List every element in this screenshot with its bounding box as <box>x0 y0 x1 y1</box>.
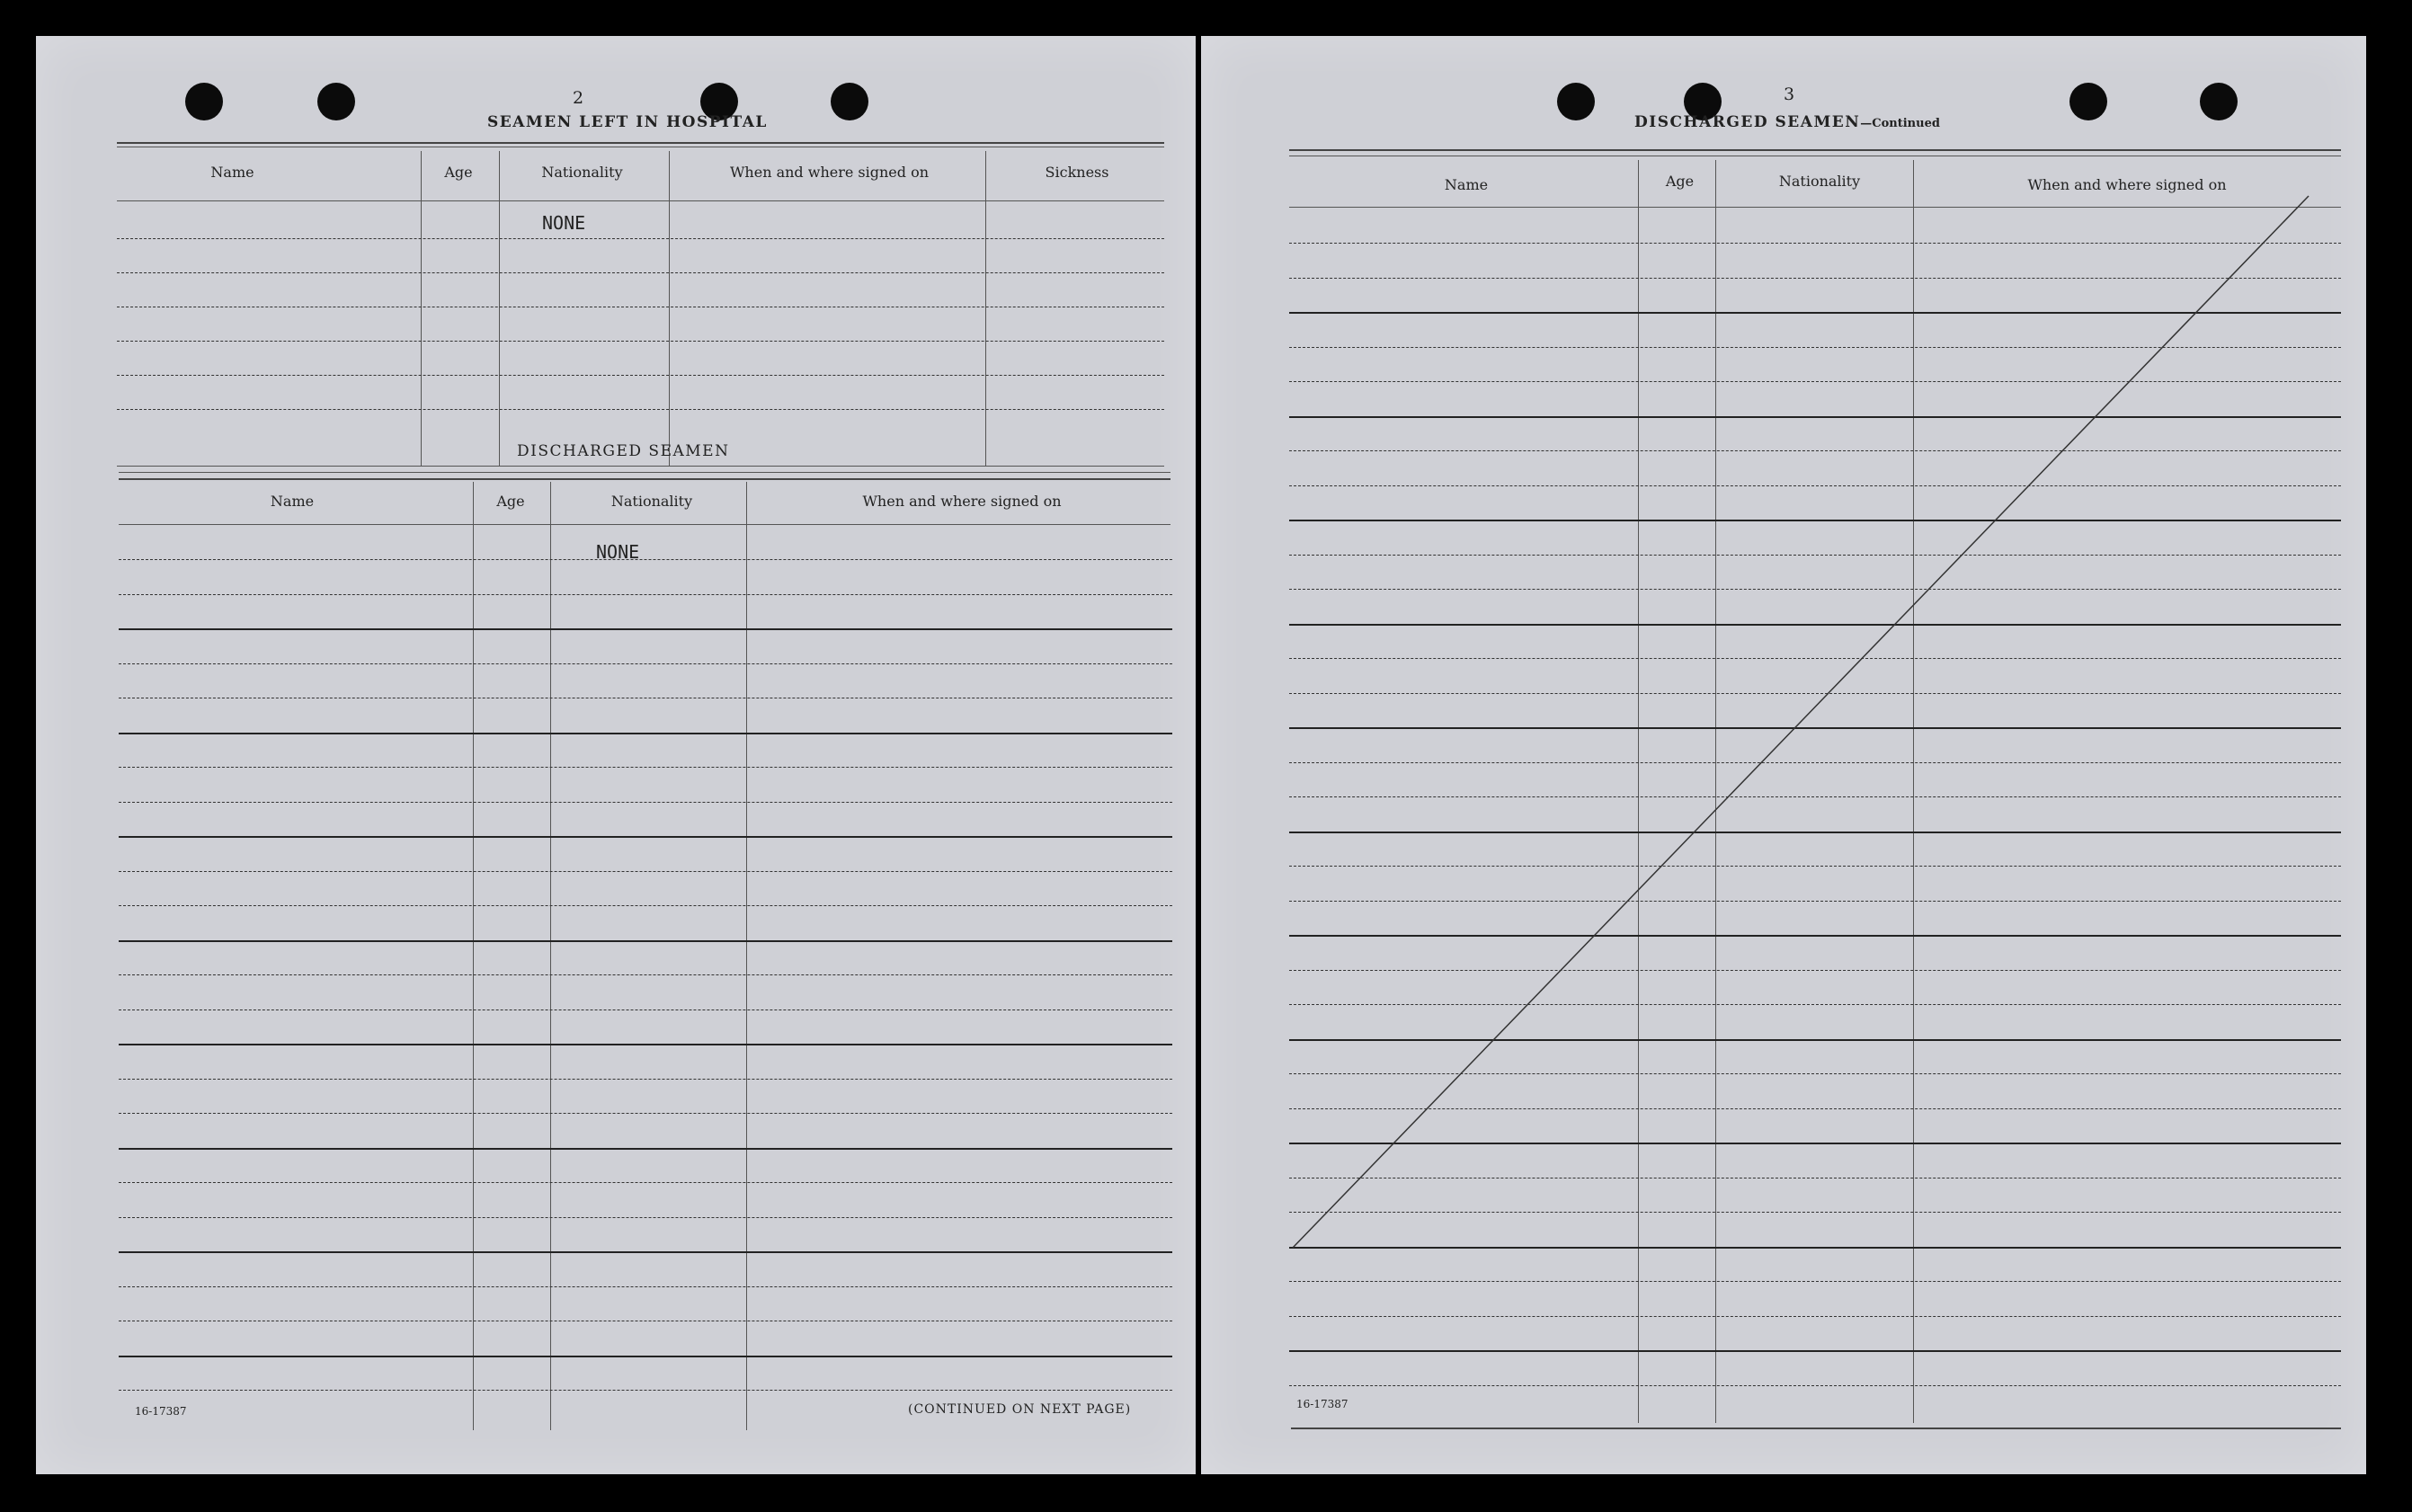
column-divider <box>499 151 500 466</box>
cancel-slash-line <box>1201 36 2366 1474</box>
ruled-line <box>119 767 1172 768</box>
hospital-section-title: SEAMEN LEFT IN HOSPITAL <box>487 113 768 131</box>
section-rule <box>119 478 1170 480</box>
column-divider <box>985 151 986 466</box>
column-divider <box>421 151 422 466</box>
ruled-line <box>119 1251 1172 1253</box>
continued-header-name: Name <box>1444 176 1489 193</box>
ruled-line <box>117 272 1164 273</box>
ruled-line <box>119 1356 1172 1357</box>
bottom-rule <box>1291 1428 2341 1429</box>
hospital-header-signed-on: When and where signed on <box>729 164 930 181</box>
ruled-line <box>119 1044 1172 1045</box>
ruled-line <box>119 836 1172 838</box>
discharged-header-nationality: Nationality <box>610 493 693 510</box>
page-number: 3 <box>1784 84 1795 104</box>
punch-hole <box>317 83 355 120</box>
ruled-line <box>117 238 1164 239</box>
ruled-line <box>119 628 1172 630</box>
ruled-line <box>119 1009 1172 1010</box>
section-rule <box>117 466 1164 467</box>
ruled-line <box>119 733 1172 734</box>
continued-note: (CONTINUED ON NEXT PAGE) <box>908 1402 1132 1417</box>
top-rule <box>117 142 1164 144</box>
hospital-entry: NONE <box>542 212 586 234</box>
ruled-line <box>119 1148 1172 1150</box>
punch-hole <box>185 83 223 120</box>
discharged-section-title: DISCHARGED SEAMEN <box>517 442 730 460</box>
diagonal-slash <box>1293 196 2309 1248</box>
form-number: 16-17387 <box>135 1405 187 1418</box>
ruled-line <box>119 559 1172 560</box>
ruled-line <box>119 871 1172 872</box>
ruled-line <box>117 375 1164 376</box>
column-divider <box>550 482 551 1430</box>
ruled-line <box>119 1286 1172 1287</box>
discharged-header-age: Age <box>496 493 525 510</box>
punch-hole <box>831 83 868 120</box>
continued-header-nationality: Nationality <box>1778 173 1861 190</box>
column-divider <box>746 482 747 1430</box>
column-divider <box>669 151 670 466</box>
ruled-line <box>119 1079 1172 1080</box>
ruled-line <box>119 1390 1172 1391</box>
hospital-header-sickness: Sickness <box>1045 164 1109 181</box>
header-underline <box>117 200 1164 201</box>
discharged-entry: NONE <box>596 541 640 563</box>
ruled-line <box>119 663 1172 664</box>
continued-header-age: Age <box>1665 173 1695 190</box>
continued-header-signed-on: When and where signed on <box>2027 176 2227 193</box>
ruled-line <box>119 905 1172 906</box>
hospital-header-name: Name <box>210 164 254 181</box>
hospital-header-nationality: Nationality <box>541 164 623 181</box>
ruled-line <box>117 341 1164 342</box>
ruled-line <box>119 1182 1172 1183</box>
ruled-line <box>117 409 1164 410</box>
right-page <box>1201 36 2366 1474</box>
hospital-header-age: Age <box>444 164 473 181</box>
page-number: 2 <box>573 88 584 108</box>
ruled-line <box>119 974 1172 975</box>
left-page <box>36 36 1196 1474</box>
ruled-line <box>119 802 1172 803</box>
ruled-line <box>119 594 1172 595</box>
ruled-line <box>119 1113 1172 1114</box>
ruled-line <box>119 940 1172 942</box>
title-text: DISCHARGED SEAMEN <box>1634 113 1861 131</box>
discharged-header-name: Name <box>270 493 315 510</box>
discharged-header-signed-on: When and where signed on <box>862 493 1062 510</box>
form-number: 16-17387 <box>1296 1398 1348 1410</box>
ruled-line <box>119 1217 1172 1218</box>
title-suffix: —Continued <box>1860 117 1940 130</box>
column-divider <box>473 482 474 1430</box>
header-underline <box>119 524 1170 525</box>
section-rule <box>119 472 1170 473</box>
